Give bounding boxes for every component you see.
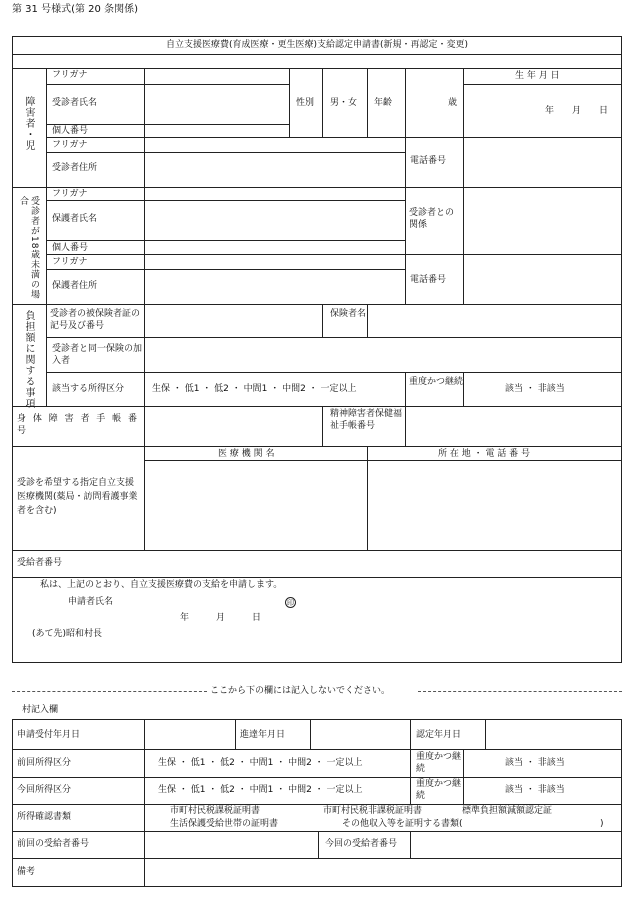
office-curr-income-label: 今回所得区分 [17,785,72,795]
declaration-text: 私は、上記のとおり、自立支援医療費の支給を申請します。 [40,580,283,590]
office-certification-date-field[interactable] [486,720,621,748]
individual-number-label: 個人番号 [52,126,89,136]
age-unit: 歳 [448,98,458,108]
furigana-label: フリガナ [52,140,88,150]
office-remarks-field[interactable] [145,859,621,886]
sex-options[interactable]: 男・女 [330,98,358,108]
recipient-number-label: 受給者番号 [17,558,63,568]
severe-continuous-options[interactable]: 該当 ・ 非該当 [505,384,565,394]
patient-phone-field[interactable] [464,138,621,186]
insurance-card-field[interactable] [145,305,321,336]
guardian-name-label: 保護者氏名 [52,214,98,224]
form-number: 第 31 号様式(第 20 条関係) [12,4,138,15]
insurer-label: 保険者名 [330,309,367,319]
office-notice-date-label: 進達年月日 [240,730,286,740]
office-application-date-label: 申請受付年月日 [17,730,81,740]
income-category-label: 該当する所得区分 [52,384,125,394]
guardian-address-field[interactable] [145,270,404,303]
furigana-label: フリガナ [52,189,88,199]
office-income-docs-label: 所得確認書類 [17,812,72,822]
office-curr-recipient-label: 今回の受給者番号 [325,839,398,849]
side-label-burden: 負担額に関する事項 [23,310,34,409]
mental-disability-book-label: 精神障害者保健福祉手帳番号 [330,409,403,431]
office-curr-severe-options[interactable]: 該当 ・ 非該当 [505,785,565,795]
recipient-number-field[interactable] [145,551,621,576]
physical-disability-book-label: 身 体 障 害 者 手 帳 番号 [17,414,140,436]
applicant-name-field[interactable] [130,596,280,608]
institution-address-field[interactable] [368,461,621,549]
phone-label: 電話番号 [410,156,447,166]
furigana-label: フリガナ [52,70,88,80]
guardian-address-label: 保護者住所 [52,281,98,291]
office-doc-other[interactable]: その他収入等を証明する書類( [342,819,463,829]
application-date[interactable]: 年 月 日 [180,613,262,623]
patient-address-furigana-field[interactable] [145,138,404,151]
relation-field[interactable] [464,188,621,253]
severe-continuous-label: 重度かつ継続 [409,377,464,387]
designated-institution-label: 受診を希望する指定自立支援医療機関(薬局・訪問看護事業者を含む) [17,478,138,516]
patient-address-field[interactable] [145,153,404,186]
office-prev-recipient-label: 前回の受給者番号 [17,839,90,849]
insurance-card-label: 受診者の被保険者証の記号及び番号 [50,309,141,331]
office-curr-recipient-field[interactable] [411,832,621,857]
office-doc-other-close: ) [600,819,604,829]
office-doc-non-taxation[interactable]: 市町村民税非課税証明書 [323,806,423,816]
office-certification-date-label: 認定年月日 [416,730,462,740]
patient-furigana-field[interactable] [145,69,288,83]
same-insurance-label: 受診者と同一保険の加入者 [52,344,143,366]
office-curr-severe-label: 重度かつ継続 [416,779,462,801]
office-application-date-field[interactable] [145,720,234,748]
side-label-minor: 受診者が18歳未満の場合 [18,196,39,300]
patient-name-label: 受診者氏名 [52,98,98,108]
phone-label: 電話番号 [410,275,447,285]
income-category-options[interactable]: 生保 ・ 低1 ・ 低2 ・ 中間1 ・ 中間2 ・ 一定以上 [152,384,357,394]
physical-disability-book-field[interactable] [145,407,321,445]
sex-label: 性別 [296,98,315,108]
office-heading: 村記入欄 [22,705,59,715]
guardian-address-furigana-field[interactable] [145,255,404,268]
form-title: 自立支援医療費(育成医療・更生医療)支給認定申請書(新規・再認定・変更) [165,40,469,50]
age-label: 年齢 [374,98,393,108]
guardian-phone-field[interactable] [464,255,621,303]
institution-name-field[interactable] [145,461,366,549]
guardian-individual-number-field[interactable] [145,241,404,253]
office-curr-income-options[interactable]: 生保 ・ 低1 ・ 低2 ・ 中間1 ・ 中間2 ・ 一定以上 [158,785,363,795]
separator-text: ここから下の欄には記入しないでください。 [210,686,391,696]
office-doc-welfare[interactable]: 生活保護受給世帯の証明書 [170,819,279,829]
patient-name-field[interactable] [145,85,288,123]
addressee: (あて先)昭和村長 [32,629,103,639]
birth-date-label: 生 年 月 日 [515,71,560,81]
institution-address-label: 所 在 地 ・ 電 話 番 号 [438,449,531,459]
relation-label: 受診者との関係 [409,208,455,230]
individual-number-label: 個人番号 [52,243,89,253]
office-notice-date-field[interactable] [311,720,409,748]
office-remarks-label: 備考 [17,867,36,877]
side-label-patient: 障害者・児 [23,96,34,151]
guardian-furigana-field[interactable] [145,188,404,199]
birth-date-field[interactable]: 年 月 日 [545,106,609,116]
office-prev-income-options[interactable]: 生保 ・ 低1 ・ 低2 ・ 中間1 ・ 中間2 ・ 一定以上 [158,758,363,768]
applicant-name-label: 申請者氏名 [68,597,114,607]
seal-mark: 印 [287,599,294,607]
office-prev-recipient-field[interactable] [145,832,317,857]
office-prev-severe-label: 重度かつ継続 [416,752,462,774]
furigana-label: フリガナ [52,257,88,267]
patient-individual-number-field[interactable] [145,125,288,136]
same-insurance-field[interactable] [145,338,621,371]
patient-address-label: 受診者住所 [52,163,98,173]
office-prev-income-label: 前回所得区分 [17,758,72,768]
insurer-field[interactable] [368,305,621,336]
office-doc-reduction[interactable]: 標準負担額減額認定証 [462,806,553,816]
office-doc-taxation[interactable]: 市町村民税課税証明書 [170,806,261,816]
institution-name-label: 医 療 機 関 名 [218,449,275,459]
office-prev-severe-options[interactable]: 該当 ・ 非該当 [505,758,565,768]
guardian-name-field[interactable] [145,201,404,239]
mental-disability-book-field[interactable] [406,407,621,445]
